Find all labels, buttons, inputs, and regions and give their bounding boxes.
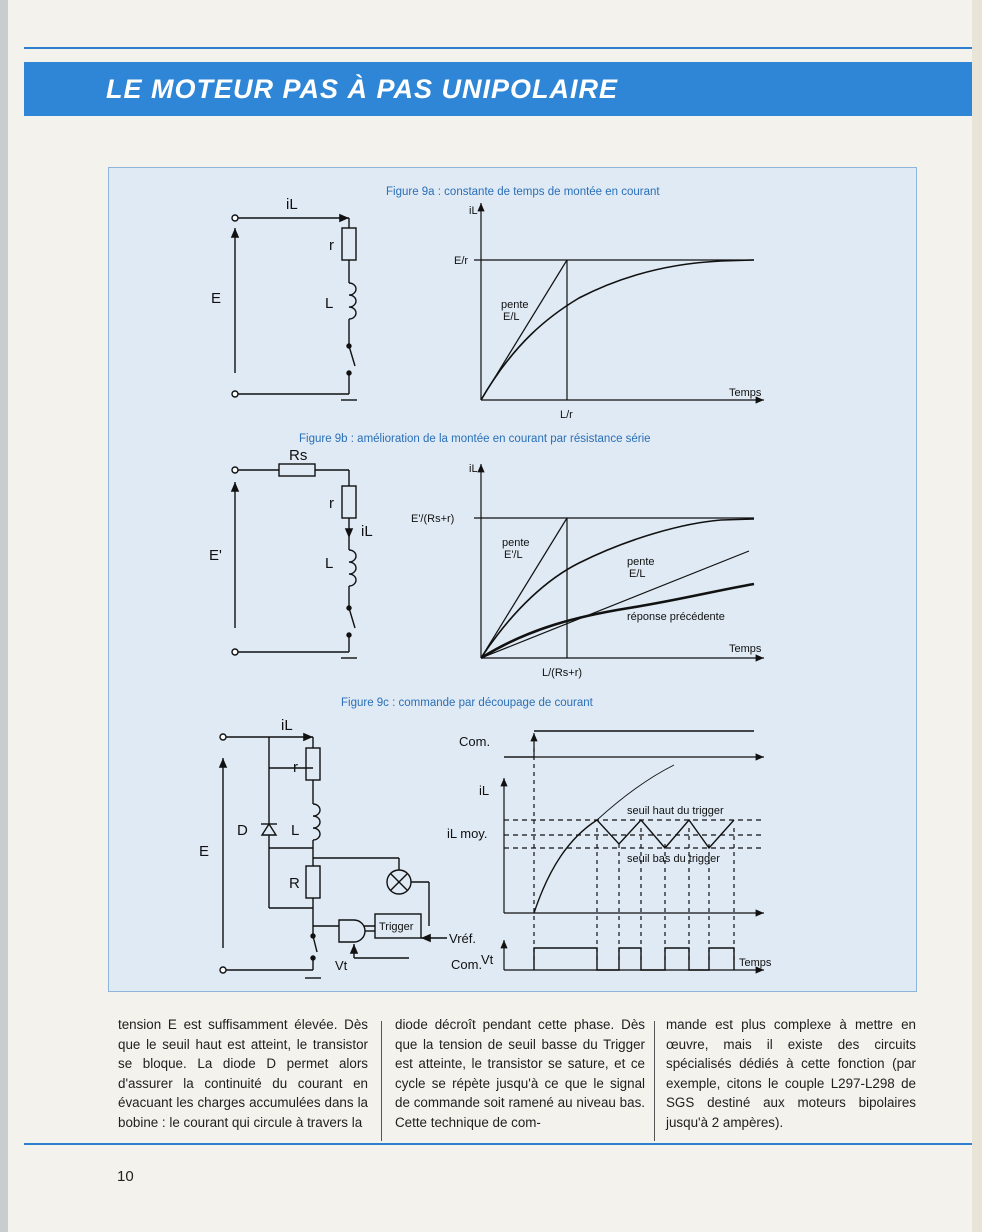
- fig9c-com-graph-label: Com.: [459, 734, 491, 749]
- figures-svg: [109, 168, 916, 991]
- fig9b-x-label: Temps: [729, 643, 762, 655]
- page-edge-right: [972, 0, 982, 1232]
- fig9b-slope1-label: pente: [502, 537, 530, 549]
- fig9a-slope-value: E/L: [503, 311, 520, 323]
- fig9c-caption: Figure 9c : commande par découpage de courant: [341, 697, 593, 709]
- bottom-rule: [24, 1143, 972, 1145]
- fig9c-com-label: Com.: [451, 957, 483, 972]
- fig9c-rsense-label: R: [289, 875, 300, 892]
- fig9b-l-label: L: [325, 555, 334, 572]
- fig9a-circuit: [232, 215, 357, 400]
- fig9c-x-label: Temps: [739, 957, 772, 969]
- fig9b-e-label: E': [209, 547, 222, 564]
- fig9c-il-label: iL: [281, 717, 293, 734]
- fig9a-e-label: E: [211, 290, 222, 307]
- fig9c-graph: [504, 731, 764, 970]
- fig9b-caption: Figure 9b : amélioration de la montée en courant par résistance série: [299, 433, 651, 445]
- fig9a-x-label: Temps: [729, 387, 762, 399]
- top-rule: [24, 47, 972, 49]
- fig9b-tick-label: L/(Rs+r): [542, 667, 583, 679]
- fig9c-trigger-label: Trigger: [379, 921, 414, 933]
- fig9b-slope1-value: E'/L: [504, 549, 523, 561]
- fig9a-caption: Figure 9a : constante de temps de montée en courant: [386, 186, 660, 198]
- fig9a-tick-label: L/r: [560, 409, 573, 421]
- fig9c-d-label: D: [237, 822, 248, 839]
- fig9a-y-label: iL: [469, 205, 478, 217]
- fig9a-level-label: E/r: [454, 255, 469, 267]
- fig9c-circuit: [220, 734, 447, 978]
- fig9b-rs-label: Rs: [289, 447, 308, 464]
- fig9b-level-label: E'/(Rs+r): [411, 513, 455, 525]
- fig9c-il-graph-label: iL: [479, 783, 490, 798]
- fig9a-l-label: L: [325, 295, 334, 312]
- fig9b-il-label: iL: [361, 523, 373, 540]
- fig9b-slope2-value: E/L: [629, 568, 646, 580]
- fig9b-slope2-label: pente: [627, 556, 655, 568]
- fig9b-graph: [474, 464, 764, 658]
- body-column-1: tension E est suffisamment élevée. Dès que le seuil haut est atteint, le transistor se bloque. La diode D permet alors d'assurer la continuité du courant en évacuant les charges accumulées dans la bobine : le courant qui circule à travers la: [118, 1017, 368, 1130]
- page-edge-left: [0, 0, 8, 1232]
- page-number: 10: [117, 1168, 134, 1185]
- fig9a-il-label: iL: [286, 196, 298, 213]
- body-column-2: diode décroît pendant cette phase. Dès que la tension de seuil basse du Trigger est atteinte, le transistor se sature, et ce cycle se répète jusqu'à ce que le signal de commande soit ramené au niveau bas. Cette technique de com-: [395, 1017, 645, 1130]
- fig9c-vt-graph-label: Vt: [481, 952, 494, 967]
- title-banner: [24, 62, 972, 116]
- fig9c-l-label: L: [291, 822, 300, 839]
- figure-panel: [108, 167, 917, 992]
- fig9c-low-label: seuil bas du trigger: [627, 853, 720, 865]
- fig9b-previous-label: réponse précédente: [627, 611, 725, 623]
- body-text: [118, 1015, 930, 1130]
- fig9b-y-label: iL: [469, 463, 478, 475]
- fig9b-circuit: [232, 464, 357, 658]
- column-divider: [381, 1021, 382, 1141]
- fig9c-ilavg-label: iL moy.: [447, 826, 488, 841]
- fig9c-vref-label: Vréf.: [449, 931, 476, 946]
- fig9c-r-label: r: [293, 759, 298, 776]
- page-title: LE MOTEUR PAS À PAS UNIPOLAIRE: [106, 74, 619, 104]
- fig9a-slope-label: pente: [501, 299, 529, 311]
- fig9c-e-label: E: [199, 843, 210, 860]
- fig9c-vt-label: Vt: [335, 958, 348, 973]
- column-divider: [654, 1021, 655, 1141]
- body-column-3: mande est plus complexe à mettre en œuvre, mais il existe des circuits spécialisés dédiés à cette fonction (par exemple, citons le couple L297-L298 de SGS destiné aux moteurs bipolaires jusqu'à 2 ampères).: [666, 1017, 916, 1130]
- fig9c-high-label: seuil haut du trigger: [627, 805, 724, 817]
- fig9b-r-label: r: [329, 495, 334, 512]
- fig9a-r-label: r: [329, 237, 334, 254]
